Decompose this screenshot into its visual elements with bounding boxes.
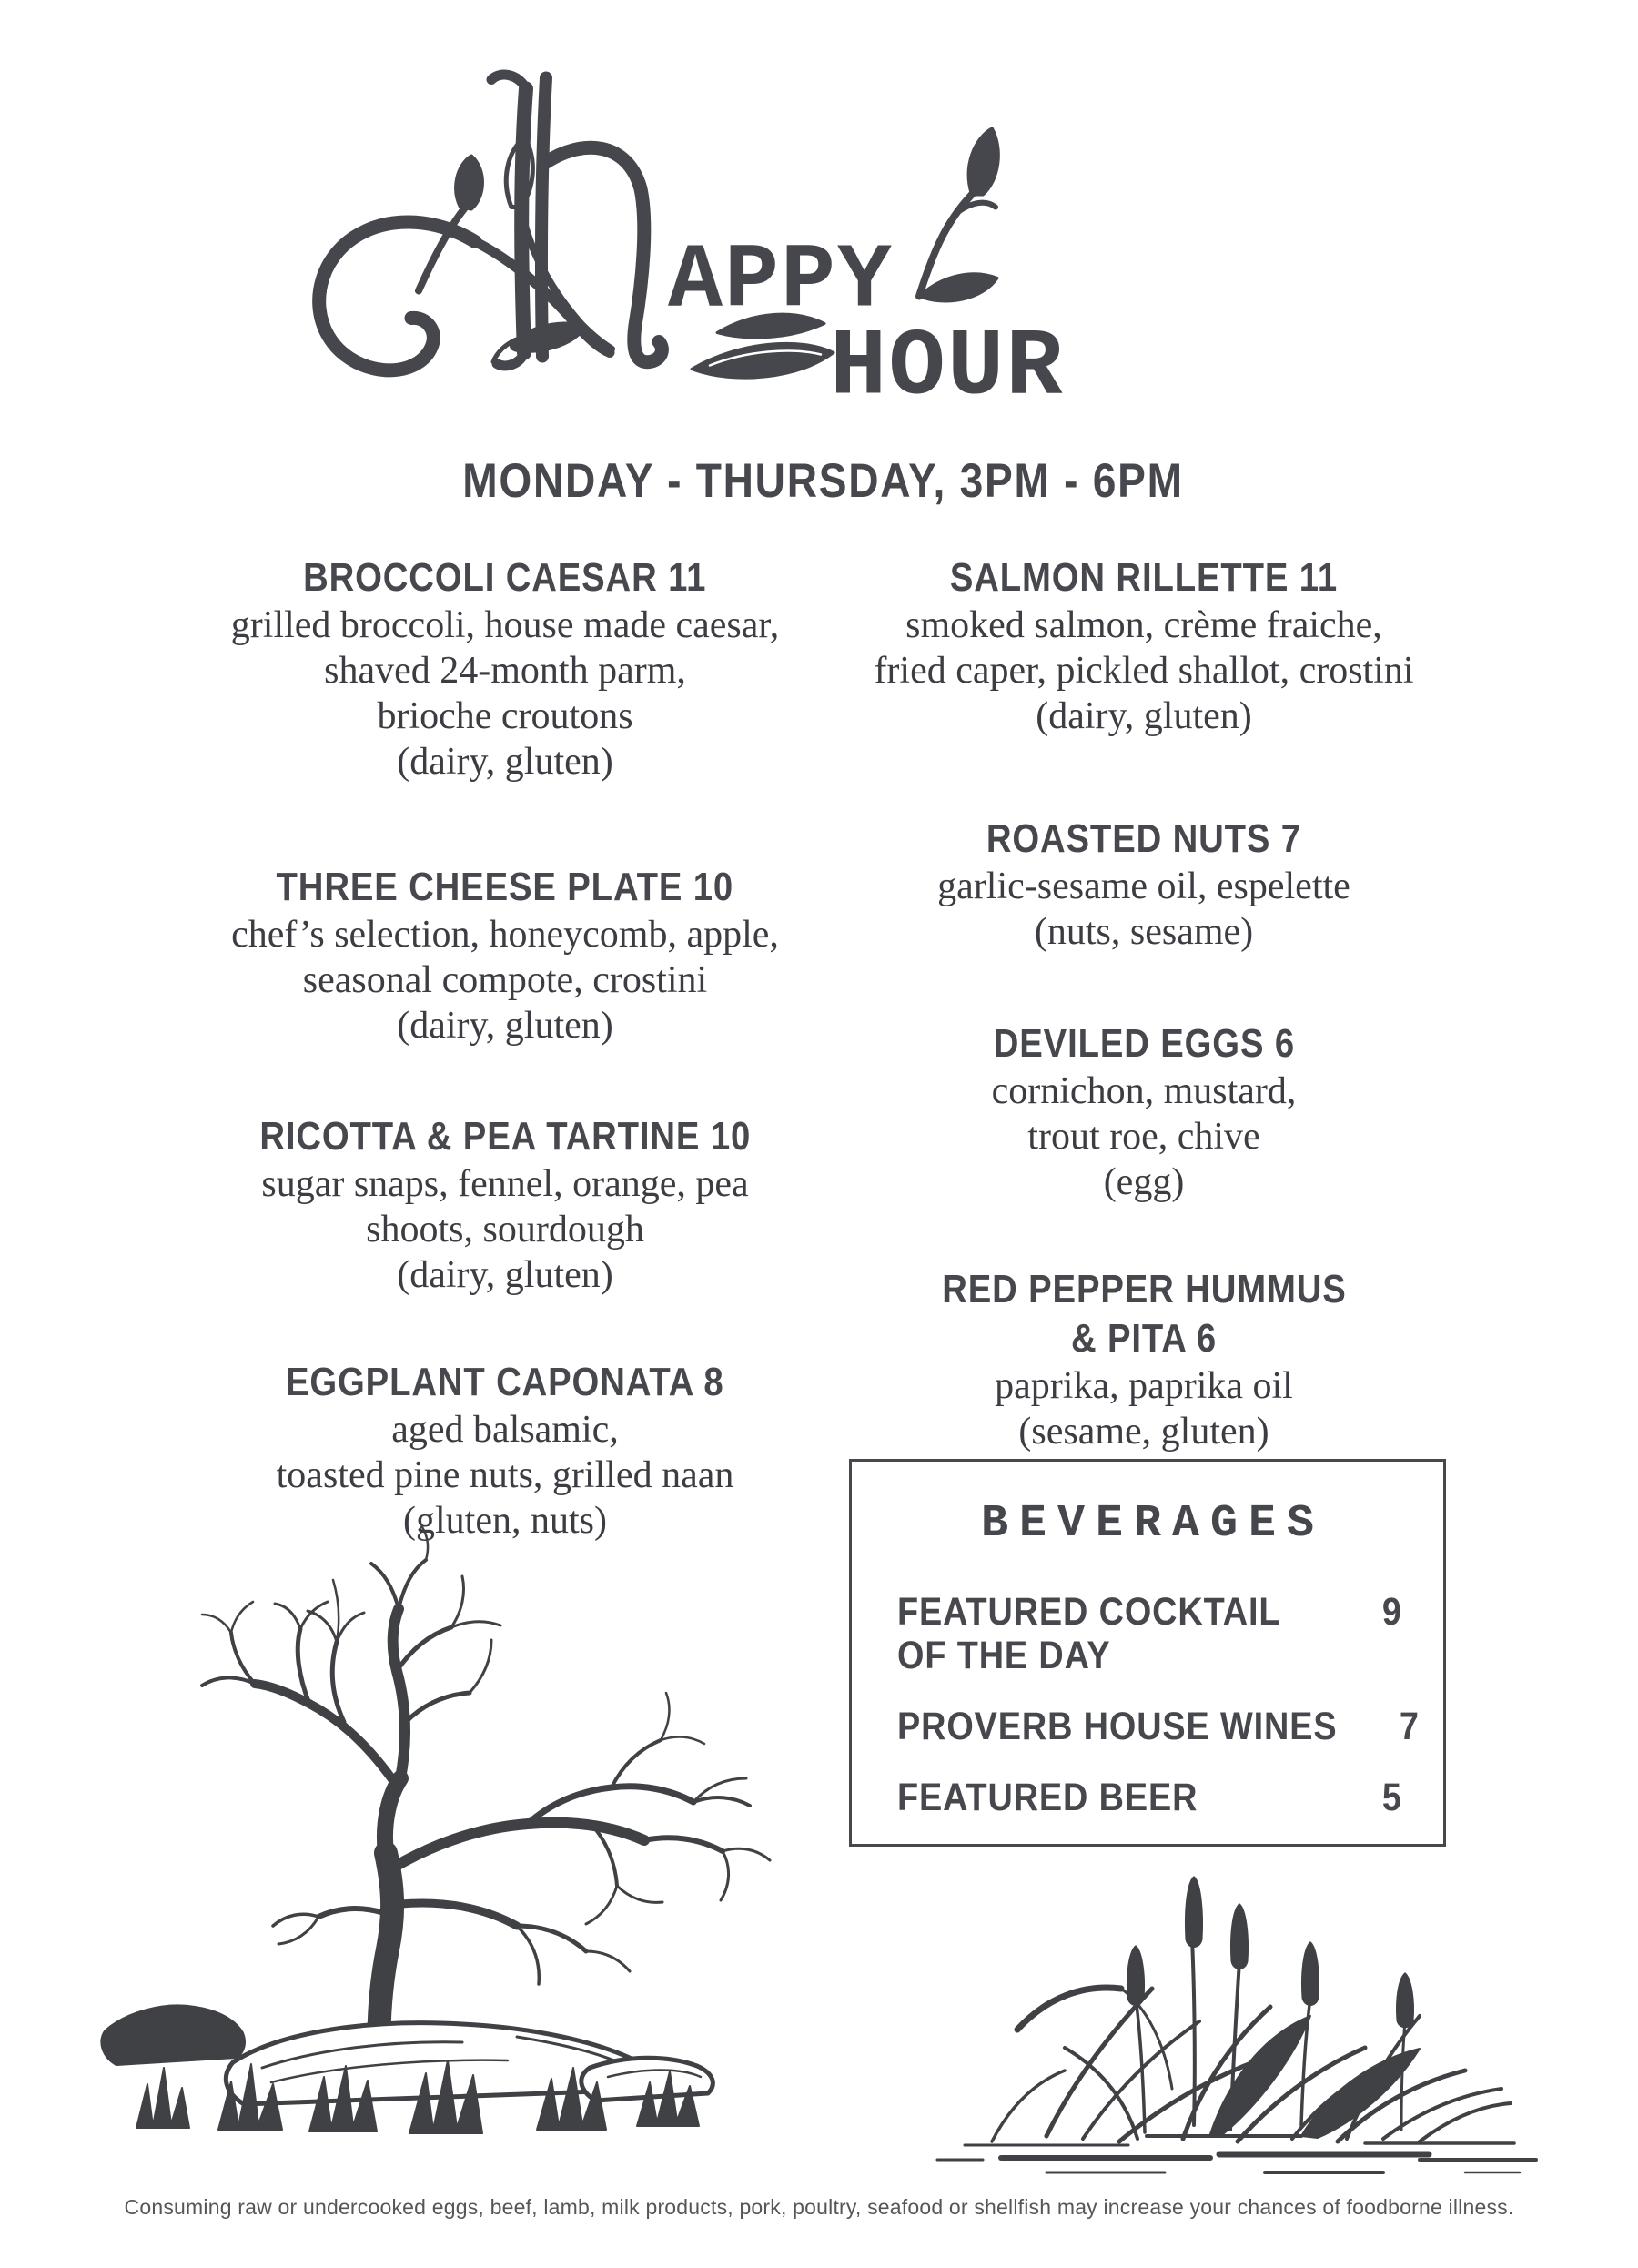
beverages-title: BEVERAGES — [980, 1498, 1326, 1550]
beverage-price: 5 — [1381, 1776, 1401, 1819]
menu-item-allergens: (egg) — [1103, 1161, 1185, 1203]
logo-word-appy: APPY — [668, 230, 895, 334]
menu-column-left — [177, 553, 833, 1544]
menu-item-description: toasted pine nuts, grilled naan — [276, 1454, 734, 1496]
menu-item-title: SALMON RILLETTE 11 — [949, 555, 1339, 600]
menu-item-description: smoked salmon, crème fraiche, — [905, 604, 1382, 646]
menu-item-description: grilled broccoli, house made caesar, — [230, 604, 780, 646]
menu-item-description: cornichon, mustard, — [991, 1070, 1297, 1112]
menu-item-broccoli-caesar — [177, 553, 833, 785]
beverage-price: 7 — [1400, 1705, 1420, 1748]
beverage-label: FEATURED COCKTAIL OF THE DAY — [897, 1590, 1281, 1677]
menu-item-description: trout roe, chive — [1027, 1116, 1260, 1158]
menu-item-allergens: (dairy, gluten) — [397, 1005, 613, 1047]
menu-item-description: fried caper, pickled shallot, crostini — [874, 650, 1414, 692]
menu-item-roasted-nuts — [816, 815, 1471, 955]
menu-item-allergens: (gluten, nuts) — [403, 1500, 607, 1542]
beverage-row-featured-beer — [897, 1776, 1401, 1819]
menu-item-allergens: (dairy, gluten) — [397, 741, 613, 783]
menu-item-title: ROASTED NUTS 7 — [986, 816, 1302, 861]
tree-illustration — [80, 1522, 772, 2150]
menu-item-allergens: (dairy, gluten) — [397, 1254, 613, 1296]
happy-hour-logo — [282, 50, 1083, 410]
menu-column-right — [816, 553, 1471, 1454]
beverage-row-featured-cocktail — [897, 1590, 1401, 1677]
menu-item-description: chef’s selection, honeycomb, apple, — [231, 914, 779, 956]
footer-disclaimer: Consuming raw or undercooked eggs, beef, lamb, milk products, pork, poultry, seafood or shellfish may increase your chances of foodborne illness. — [124, 2195, 1514, 2219]
menu-item-red-pepper-hummus — [816, 1265, 1471, 1454]
menu-item-description: brioche croutons — [377, 695, 633, 737]
right-botanical-sprig-icon — [919, 129, 998, 302]
menu-item-title: THREE CHEESE PLATE 10 — [276, 865, 734, 909]
left-botanical-flourish-icon — [319, 138, 612, 370]
menu-item-allergens: (sesame, gluten) — [1018, 1411, 1269, 1453]
menu-item-description: paprika, paprika oil — [995, 1365, 1293, 1407]
menu-item-description: aged balsamic, — [391, 1409, 619, 1451]
beverage-label: FEATURED BEER — [897, 1776, 1198, 1819]
menu-item-eggplant-caponata — [177, 1358, 833, 1544]
menu-item-description: shoots, sourdough — [366, 1209, 644, 1250]
menu-item-description: shaved 24-month parm, — [324, 650, 686, 692]
menu-item-title: BROCCOLI CAESAR 11 — [303, 555, 707, 600]
reeds-illustration — [910, 1852, 1551, 2184]
menu-item-three-cheese-plate — [177, 863, 833, 1048]
beverage-price: 9 — [1381, 1590, 1401, 1634]
menu-item-title: EGGPLANT CAPONATA 8 — [286, 1360, 724, 1404]
menu-item-deviled-eggs — [816, 1019, 1471, 1205]
logo-word-hour: HOUR — [830, 314, 1065, 410]
menu-item-title: RED PEPPER HUMMUS — [941, 1267, 1347, 1311]
beverages-box — [849, 1459, 1446, 1847]
schedule-heading — [9, 453, 1638, 509]
menu-item-ricotta-pea-tartine — [177, 1112, 833, 1298]
menu-item-description: seasonal compote, crostini — [302, 959, 708, 1001]
menu-item-title: RICOTTA & PEA TARTINE 10 — [259, 1114, 751, 1159]
schedule-text: MONDAY - THURSDAY, 3PM - 6PM — [462, 454, 1185, 508]
beverage-label: PROVERB HOUSE WINES — [897, 1705, 1338, 1748]
beverages-list — [897, 1590, 1420, 1819]
menu-item-description: garlic-sesame oil, espelette — [937, 866, 1350, 907]
menu-item-allergens: (nuts, sesame) — [1034, 911, 1254, 953]
beverage-row-house-wines — [897, 1705, 1420, 1748]
menu-item-allergens: (dairy, gluten) — [1036, 695, 1252, 737]
menu-item-title: DEVILED EGGS 6 — [993, 1021, 1295, 1066]
menu-item-salmon-rillette — [816, 553, 1471, 739]
menu-item-description: sugar snaps, fennel, orange, pea — [261, 1163, 749, 1205]
menu-item-title: & PITA 6 — [1070, 1316, 1218, 1361]
